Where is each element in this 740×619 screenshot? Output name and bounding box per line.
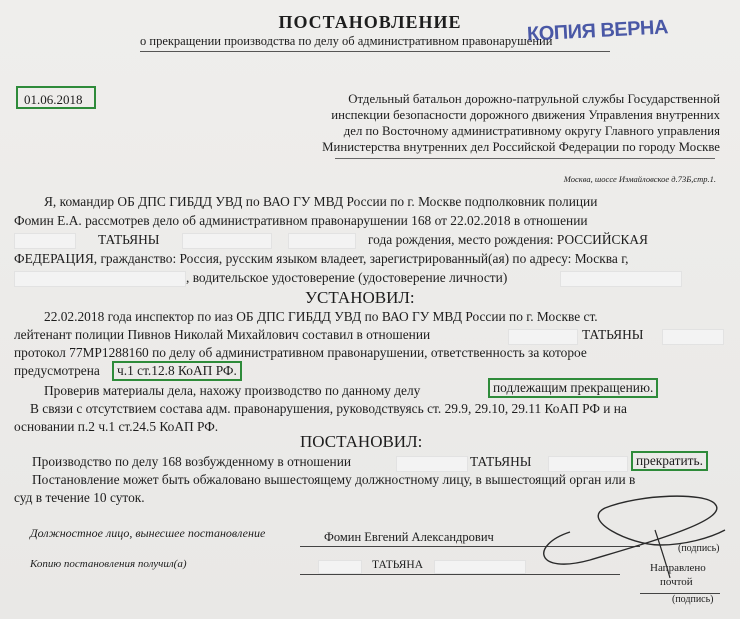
redacted-address [14,271,186,287]
sign-label-1: (подпись) [678,543,720,554]
redacted-surname-2 [508,329,578,345]
redacted-license [560,271,682,287]
intro-line-4: ФЕДЕРАЦИЯ, гражданство: Россия, русским языком владеет, зарегистрированный(ая) по адресу: Москва г, [14,251,629,266]
ust-name: ТАТЬЯНЫ [582,327,644,342]
date-box: 01.06.2018 [16,86,96,109]
redacted-surname-3 [396,456,468,472]
copy-stamp: КОПИЯ ВЕРНА [526,16,669,46]
ust-line-2: лейтенант полиции Пивнов Николай Михайлович составил в отношении [14,327,431,342]
org-line-4: Министерства внутренних дел Российской Федерации по городу Москве [322,140,720,154]
ust-line-5: Проверив материалы дела, нахожу производство по данному делу [44,383,421,398]
heading-postanovil: ПОСТАНОВИЛ: [300,432,423,451]
redacted-patronymic-3 [548,456,628,472]
redacted-recipient-surname [318,560,362,574]
ust-line-4-prefix: предусмотрена [14,363,100,378]
subtitle-underline [140,51,610,52]
official-name: Фомин Евгений Александрович [324,530,494,544]
org-underline [335,158,715,159]
document-subtitle: о прекращении производства по делу об административном правонарушении [140,34,553,48]
org-line-3: дел по Восточному административному округу Главного управления [343,124,720,138]
article-highlight: ч.1 ст.12.8 КоАП РФ. [112,361,242,381]
termination-highlight: подлежащим прекращению. [488,378,658,398]
org-line-2: инспекции безопасности дорожного движения Управления внутренних [331,108,720,122]
redacted-patronymic [182,233,272,249]
post-line-2: Постановление может быть обжаловано вышестоящему должностному лицу, в вышестоящий орган или в [32,472,636,487]
post-name: ТАТЬЯНЫ [470,454,532,469]
redacted-surname [14,233,76,249]
post-line-3: суд в течение 10 суток. [14,490,145,505]
org-address: Москва, шоссе Измайловское д.73Б,стр.1. [563,174,716,184]
post-line-1: Производство по делу 168 возбужденному в отношении [32,454,352,469]
ust-line-6: В связи с отсутствием состава адм. правонарушения, руководствуясь ст. 29.9, 29.10, 29.11 КоАП РФ и на [30,401,627,416]
ust-line-3: протокол 77МР1288160 по делу об административном правонарушении, ответственность за которое [14,345,587,360]
copy-label: Копию постановления получил(а) [30,558,187,570]
sent-label-2: почтой [660,576,693,588]
sent-label-1: Направлено [650,562,706,574]
heading-ustanovil: УСТАНОВИЛ: [305,288,415,307]
redacted-birthdate [288,233,356,249]
terminate-highlight: прекратить. [631,451,708,471]
recipient-name: ТАТЬЯНА [372,559,424,571]
sign-label-2: (подпись) [672,594,714,605]
intro-line-3: года рождения, место рождения: РОССИЙСКАЯ [368,232,648,247]
redacted-patronymic-2 [662,329,724,345]
intro-line-2: Фомин Е.А. рассмотрев дело об административном правонарушении 168 от 22.02.2018 в отношении [14,213,588,228]
document-title: ПОСТАНОВЛЕНИЕ [278,12,462,32]
org-line-1: Отдельный батальон дорожно-патрульной службы Государственной [348,92,720,106]
ust-line-1: 22.02.2018 года инспектор по иаз ОБ ДПС ГИБДД УВД по ВАО ГУ МВД России по г. Москве ст. [44,309,598,324]
intro-line-5: , водительское удостоверение (удостоверение личности) [186,270,508,285]
ust-line-7: основании п.2 ч.1 ст.24.5 КоАП РФ. [14,419,219,434]
intro-name: ТАТЬЯНЫ [98,232,160,247]
handwritten-signature [510,490,735,580]
intro-line-1: Я, командир ОБ ДПС ГИБДД УВД по ВАО ГУ МВД России по г. Москве подполковник полиции [44,194,598,209]
official-label: Должностное лицо, вынесшее постановление [30,526,266,540]
